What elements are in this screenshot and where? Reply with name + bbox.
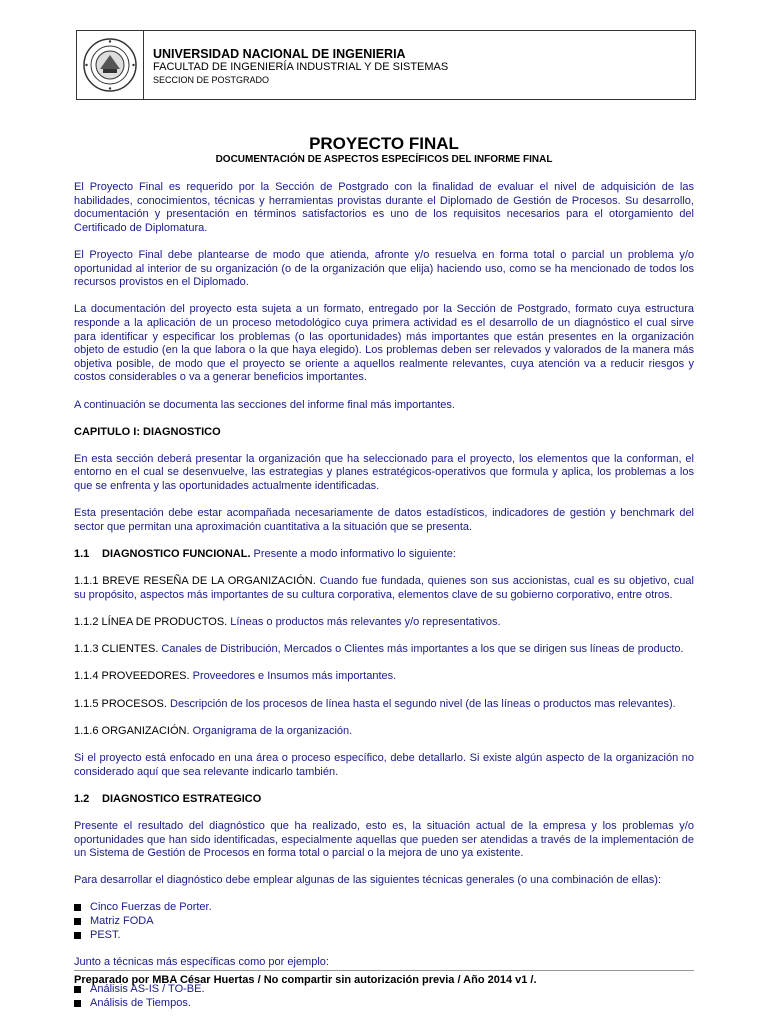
document-body bbox=[74, 181, 694, 1024]
bullet-square-icon bbox=[74, 932, 81, 939]
bullet-text: PEST. bbox=[90, 928, 121, 941]
section-heading-1-2 bbox=[74, 793, 694, 807]
paragraph: El Proyecto Final debe plantearse de modo que atienda, afronte y/o resuelva en forma total o parcial un problema y/o oportunidad al interior de su organización (o de la organización que elija) haciendo uso, como se ha mencionado de todos los recursos provistos en el Diplomado. bbox=[74, 248, 694, 289]
paragraph: En esta sección deberá presentar la organización que ha seleccionado para el proyecto, los elementos que la conforman, el entorno en el cual se desenvuelve, las estrategias y planes estratégicos-operativos que formula y aplica, los problemas a los que se enfrenta y las oportunidades actualmente identificadas. bbox=[74, 452, 694, 493]
section-intro: Presente a modo informativo lo siguiente: bbox=[250, 548, 456, 561]
list-item bbox=[74, 915, 694, 929]
university-seal-icon bbox=[77, 31, 144, 99]
section-title: DIAGNOSTICO FUNCIONAL. bbox=[102, 548, 251, 561]
item-text: Cuando fue fundada, quienes son sus accionistas, cual es su objetivo, cual su propósito, aspectos más importantes de su cultura corporativa, elementos clave de su gobierno corporativo, entre otros. bbox=[74, 575, 694, 601]
item-label: 1.1.2 LÍNEA DE PRODUCTOS. bbox=[74, 616, 228, 628]
item-text: Organigrama de la organización. bbox=[189, 724, 353, 737]
bullet-square-icon bbox=[74, 986, 81, 993]
specific-techniques-list bbox=[74, 983, 694, 1010]
chapter-heading: CAPITULO I: DIAGNOSTICO bbox=[74, 425, 221, 438]
item-text: Descripción de los procesos de línea hasta el segundo nivel (de las líneas o productos mas relevantes). bbox=[166, 697, 676, 710]
paragraph: A continuación se documenta las secciones del informe final más importantes. bbox=[74, 398, 455, 411]
bullet-square-icon bbox=[74, 1000, 81, 1007]
item-text: Líneas o productos más relevantes y/o representativos. bbox=[227, 616, 501, 628]
section-number: 1.2 bbox=[74, 792, 90, 805]
bullet-text: Análisis AS-IS / TO-BE. bbox=[90, 983, 205, 996]
document-title: PROYECTO FINAL bbox=[309, 134, 459, 153]
item-text: Proveedores e Insumos más importantes. bbox=[189, 670, 397, 683]
paragraph: Si el proyecto está enfocado en una área o proceso específico, debe detallarlo. Si existe algún aspecto de la organización no considerado aquí que sea relevante indicarlo también. bbox=[74, 751, 694, 778]
university-name: UNIVERSIDAD NACIONAL DE INGENIERIA bbox=[153, 47, 406, 61]
list-item bbox=[74, 725, 694, 739]
bullet-square-icon bbox=[74, 904, 81, 911]
techniques-list bbox=[74, 901, 694, 942]
section-title: DIAGNOSTICO ESTRATEGICO bbox=[102, 792, 262, 805]
page-footer: Preparado por MBA César Huertas / No compartir sin autorización previa / Año 2014 v1 /. bbox=[74, 974, 537, 986]
section-number: 1.1 bbox=[74, 548, 90, 561]
list-item bbox=[74, 643, 694, 657]
item-label: 1.1.3 CLIENTES. bbox=[74, 643, 159, 656]
paragraph: Esta presentación debe estar acompañada necesariamente de datos estadísticos, indicadores de gestión y benchmark del sector que permitan una aproximación cuantitativa a la situación que se presenta. bbox=[74, 507, 694, 533]
list-item bbox=[74, 670, 694, 684]
section-name: SECCION DE POSTGRADO bbox=[153, 75, 270, 85]
paragraph: El Proyecto Final es requerido por la Sección de Postgrado con la finalidad de evaluar el nivel de adquisición de las habilidades, conocimientos, técnicas y herramientas provistas durante el Diplomado de Gestión de Procesos. Su desarrollo, documentación y presentación en términos satisfactorios es uno de los requisitos necesarios para el otorgamiento del Certificado de Diplomatura. bbox=[74, 181, 694, 234]
letterhead bbox=[76, 30, 696, 100]
list-item bbox=[74, 929, 694, 943]
list-item bbox=[74, 997, 694, 1011]
bullet-text: Análisis de Tiempos. bbox=[90, 996, 191, 1009]
paragraph: Presente el resultado del diagnóstico que ha realizado, esto es, la situación actual de la empresa y los problemas y/o oportunidades que han sido identificadas, especialmente aquellas que pueden ser atendidas a través de la implementación de un Sistema de Gestión de Procesos en forma total o parcial o la mejora de uno ya existente. bbox=[74, 819, 694, 860]
footer-divider bbox=[74, 970, 694, 971]
paragraph: Para desarrollar el diagnóstico debe emplear algunas de las siguientes técnicas generales (o una combinación de ellas): bbox=[74, 874, 662, 887]
functional-items bbox=[74, 575, 694, 738]
document-subtitle: DOCUMENTACIÓN DE ASPECTOS ESPECÍFICOS DEL INFORME FINAL bbox=[215, 154, 553, 165]
list-item bbox=[74, 616, 694, 630]
item-label: 1.1.6 ORGANIZACIÓN. bbox=[74, 724, 190, 737]
bullet-square-icon bbox=[74, 918, 81, 925]
list-item bbox=[74, 698, 694, 712]
item-label: 1.1.4 PROVEEDORES. bbox=[74, 670, 190, 683]
paragraph: La documentación del proyecto esta sujeta a un formato, entregado por la Sección de Postgrado, formato cuya estructura responde a la aplicación de un proceso metodológico cuya primera actividad es el desarrollo de un diagnóstico el cual sirve para identificar y especificar los problemas (o las oportunidades) más importantes que están presentes en la organización objeto de estudio (en la que labora o la que haya elegido). Los problemas deben ser relevados y valorados de la manera más objetiva posible, de modo que el proyecto se oriente a aquellos realmente relevantes, cuya atención va a reducir riesgos y costos considerables o va a generar beneficios importantes. bbox=[74, 303, 694, 384]
item-label: 1.1.1 BREVE RESEÑA DE LA ORGANIZACIÓN. bbox=[74, 575, 316, 588]
list-item bbox=[74, 901, 694, 915]
bullet-text: Matriz FODA bbox=[90, 915, 154, 928]
paragraph: Junto a técnicas más específicas como por ejemplo: bbox=[74, 955, 329, 968]
faculty-name: FACULTAD DE INGENIERÍA INDUSTRIAL Y DE SISTEMAS bbox=[153, 61, 449, 73]
list-item bbox=[74, 575, 694, 602]
item-label: 1.1.5 PROCESOS. bbox=[74, 697, 167, 710]
letterhead-text bbox=[153, 47, 448, 86]
section-heading-1-1 bbox=[74, 548, 694, 562]
bullet-text: Cinco Fuerzas de Porter. bbox=[90, 901, 212, 914]
item-text: Canales de Distribución, Mercados o Clientes más importantes a los que se dirigen sus líneas de producto. bbox=[158, 643, 684, 656]
